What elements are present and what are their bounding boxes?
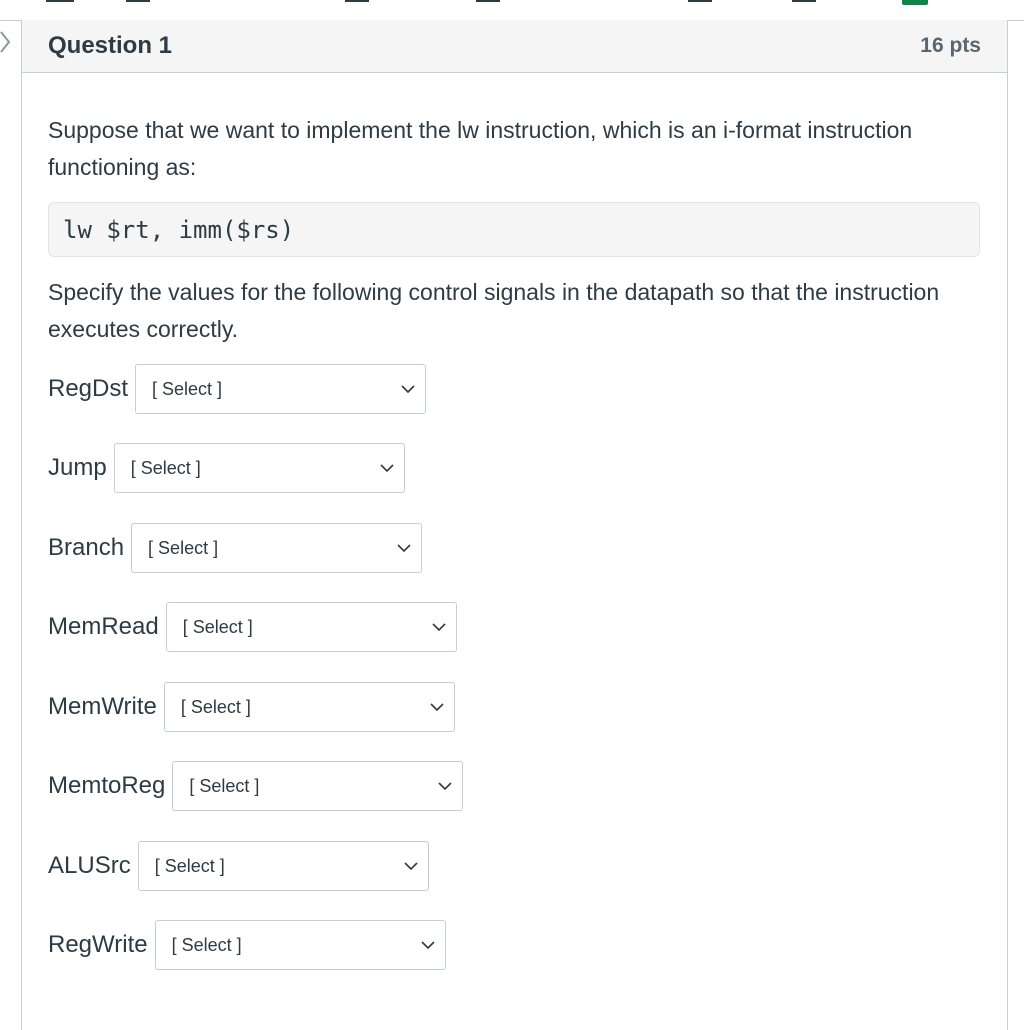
select-value: [ Select ]: [182, 616, 253, 637]
toolbar-fragment: [46, 0, 74, 2]
code-block: lw $rt, imm($rs): [48, 202, 980, 257]
signal-row-alusrc: [48, 841, 429, 891]
signal-label: MemtoReg: [48, 772, 166, 799]
memtoreg-select[interactable]: [172, 761, 463, 811]
signal-row-memwrite: [48, 682, 455, 732]
select-value: [ Select ]: [154, 855, 225, 876]
chevron-right-icon[interactable]: [0, 28, 14, 56]
select-value: [ Select ]: [148, 537, 219, 558]
question-intro: Suppose that we want to implement the lw instruction, which is an i-format instruction functioning as:: [48, 117, 913, 180]
jump-select[interactable]: [114, 443, 405, 493]
toolbar-fragment: [126, 0, 150, 2]
chevron-down-icon: [397, 543, 411, 553]
signal-row-regdst: [48, 364, 426, 414]
signal-row-regwrite: [48, 920, 446, 970]
signal-row-memread: [48, 602, 457, 652]
toolbar-fragment: [476, 0, 500, 2]
branch-select[interactable]: [131, 523, 422, 573]
signal-row-branch: [48, 523, 422, 573]
signal-label: Branch: [48, 534, 125, 561]
select-value: [ Select ]: [152, 378, 223, 399]
regdst-select[interactable]: [135, 364, 426, 414]
question-instructions: Specify the values for the following control signals in the datapath so that the instruction executes correctly.: [48, 279, 940, 342]
signal-row-memtoreg: [48, 761, 463, 811]
signal-label: MemRead: [48, 613, 159, 640]
alusrc-select[interactable]: [138, 841, 429, 891]
signal-label: MemWrite: [48, 693, 157, 720]
regwrite-select[interactable]: [155, 920, 446, 970]
chevron-down-icon: [404, 861, 418, 871]
signal-label: RegWrite: [48, 931, 148, 958]
status-indicator: [902, 0, 928, 5]
signal-label: RegDst: [48, 375, 129, 402]
signal-label: Jump: [48, 454, 107, 481]
question-title: Question 1: [48, 32, 173, 59]
question-points: 16 pts: [920, 34, 981, 57]
select-value: [ Select ]: [130, 457, 201, 478]
toolbar-fragment: [345, 0, 369, 2]
select-value: [ Select ]: [180, 696, 251, 717]
chevron-down-icon: [432, 622, 446, 632]
select-value: [ Select ]: [171, 934, 242, 955]
toolbar-fragment: [792, 0, 816, 2]
select-value: [ Select ]: [189, 775, 260, 796]
chevron-down-icon: [401, 384, 415, 394]
question-card: [21, 20, 1008, 1030]
question-header: [22, 20, 1007, 73]
chevron-down-icon: [421, 940, 435, 950]
chevron-down-icon: [380, 463, 394, 473]
memread-select[interactable]: [166, 602, 457, 652]
signal-label: ALUSrc: [48, 852, 131, 879]
signal-row-jump: [48, 443, 405, 493]
memwrite-select[interactable]: [164, 682, 455, 732]
chevron-down-icon: [438, 781, 452, 791]
chevron-down-icon: [430, 702, 444, 712]
top-toolbar-strip: [0, 0, 1024, 21]
toolbar-fragment: [688, 0, 712, 2]
